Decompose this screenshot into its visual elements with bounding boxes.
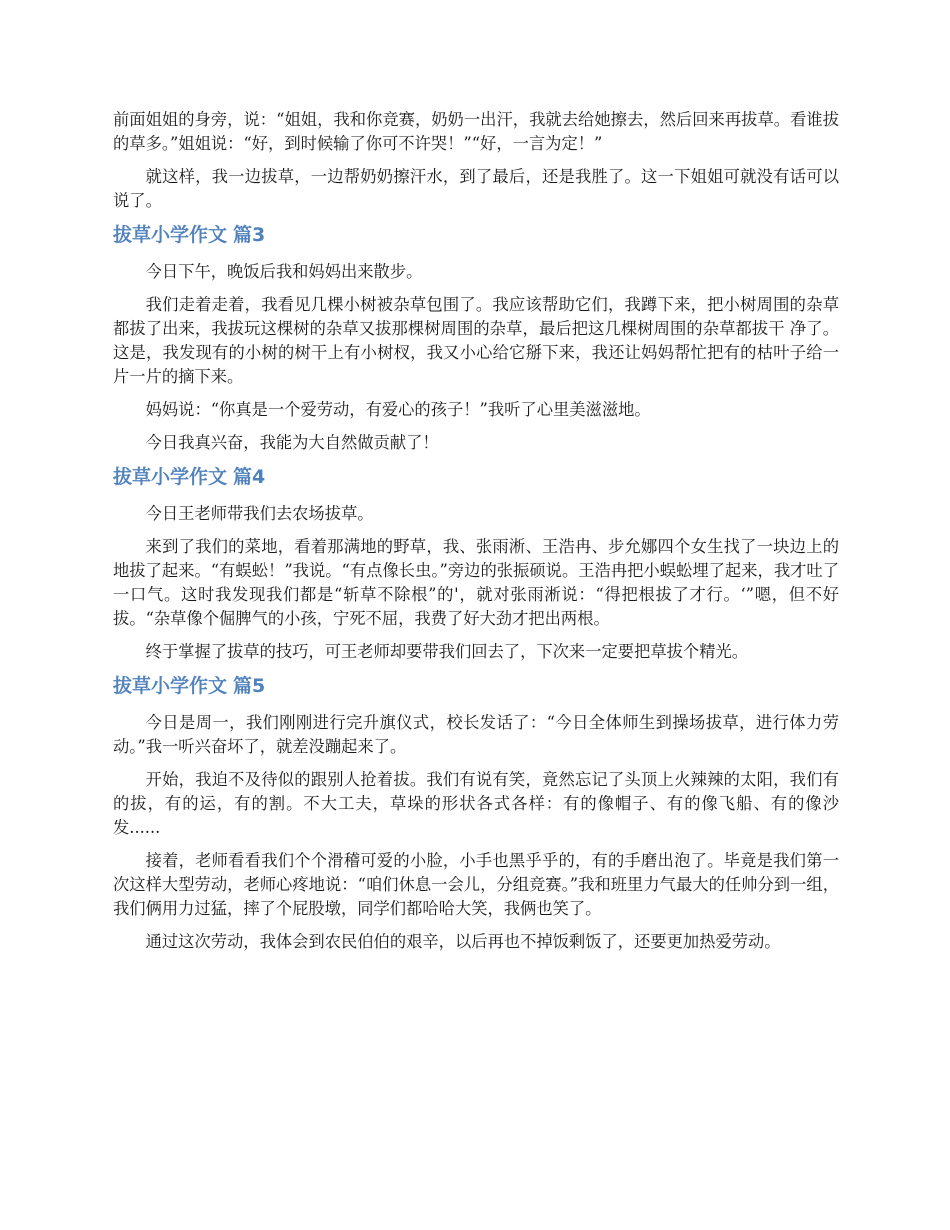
section-heading-5 bbox=[113, 673, 839, 699]
paragraph: 终于掌握了拔草的技巧，可王老师却要带我们回去了，下次来一定要把草拔个精光。 bbox=[145, 642, 749, 661]
document-body bbox=[113, 108, 839, 963]
section-heading-4 bbox=[113, 464, 839, 490]
paragraph: 今日是周一，我们刚刚进行完升旗仪式，校长发话了：“今日全体师生到操场拔草，进行体力劳动。”我一听兴奋坏了，就差没蹦起来了。 bbox=[113, 713, 839, 756]
paragraph: 我们走着走着，我看见几棵小树被杂草包围了。我应该帮助它们，我蹲下来，把小树周围的杂草都拔了出来，我拔玩这棵树的杂草又拔那棵树周围的杂草，最后把这几棵树周围的杂草都拔干 净了。这是，我发现有的小树的树干上有小树杈，我又小心给它掰下来，我还让妈妈帮忙把有的枯叶子给一片一片的摘下来。 bbox=[113, 295, 839, 386]
paragraph: 前面姐姐的身旁，说：“姐姐，我和你竞赛，奶奶一出汗，我就去给她擦去，然后回来再拔草。看谁拔的草多。”姐姐说：“好，到时候输了你可不许哭！”“好，一言为定！” bbox=[113, 110, 839, 153]
heading-number: 篇5 bbox=[233, 675, 266, 697]
heading-title: 拔草小学作文 bbox=[113, 224, 228, 246]
paragraph: 接着，老师看看我们个个滑稽可爱的小脸，小手也黑乎乎的，有的手磨出泡了。毕竟是我们第一次这样大型劳动，老师心疼地说：“咱们休息一会儿，分组竞赛。”我和班里力气最大的任帅分到一组，我们俩用力过猛，摔了个屁股墩，同学们都哈哈大笑，我俩也笑了。 bbox=[113, 851, 839, 918]
heading-number: 篇4 bbox=[233, 466, 266, 488]
paragraph: 就这样，我一边拔草，一边帮奶奶擦汗水，到了最后，还是我胜了。这一下姐姐可就没有话可以说了。 bbox=[113, 167, 839, 210]
heading-number: 篇3 bbox=[233, 224, 266, 246]
paragraph: 今日下午，晚饭后我和妈妈出来散步。 bbox=[145, 262, 423, 281]
paragraph: 通过这次劳动，我体会到农民伯伯的艰辛，以后再也不掉饭剩饭了，还要更加热爱劳动。 bbox=[145, 932, 781, 951]
heading-title: 拔草小学作文 bbox=[113, 466, 228, 488]
section-heading-3 bbox=[113, 222, 839, 248]
paragraph: 来到了我们的菜地，看着那满地的野草，我、张雨淅、王浩冉、步允娜四个女生找了一块边上的地拔了起来。“有蜈蚣！”我说。“有点像长虫。”旁边的张振硕说。王浩冉把小蜈蚣埋了起来，我才吐了一口气。这时我发现我们都是“斩草不除根”的'，就对张雨淅说：“得把根拔了才行。‘”嗯，但不好拔。“杂草像个倔脾气的小孩，宁死不屈，我费了好大劲才把出两根。 bbox=[113, 537, 839, 628]
paragraph: 开始，我迫不及待似的跟别人抢着拔。我们有说有笑，竟然忘记了头顶上火辣辣的太阳，我们有的拔，有的运，有的割。不大工夫，草垛的形状各式各样：有的像帽子、有的像飞船、有的像沙发...... bbox=[113, 770, 839, 837]
heading-title: 拔草小学作文 bbox=[113, 675, 228, 697]
paragraph: 妈妈说：“你真是一个爱劳动，有爱心的孩子！”我听了心里美滋滋地。 bbox=[145, 400, 651, 419]
paragraph: 今日我真兴奋，我能为大自然做贡献了！ bbox=[145, 433, 439, 452]
paragraph: 今日王老师带我们去农场拔草。 bbox=[145, 504, 374, 523]
